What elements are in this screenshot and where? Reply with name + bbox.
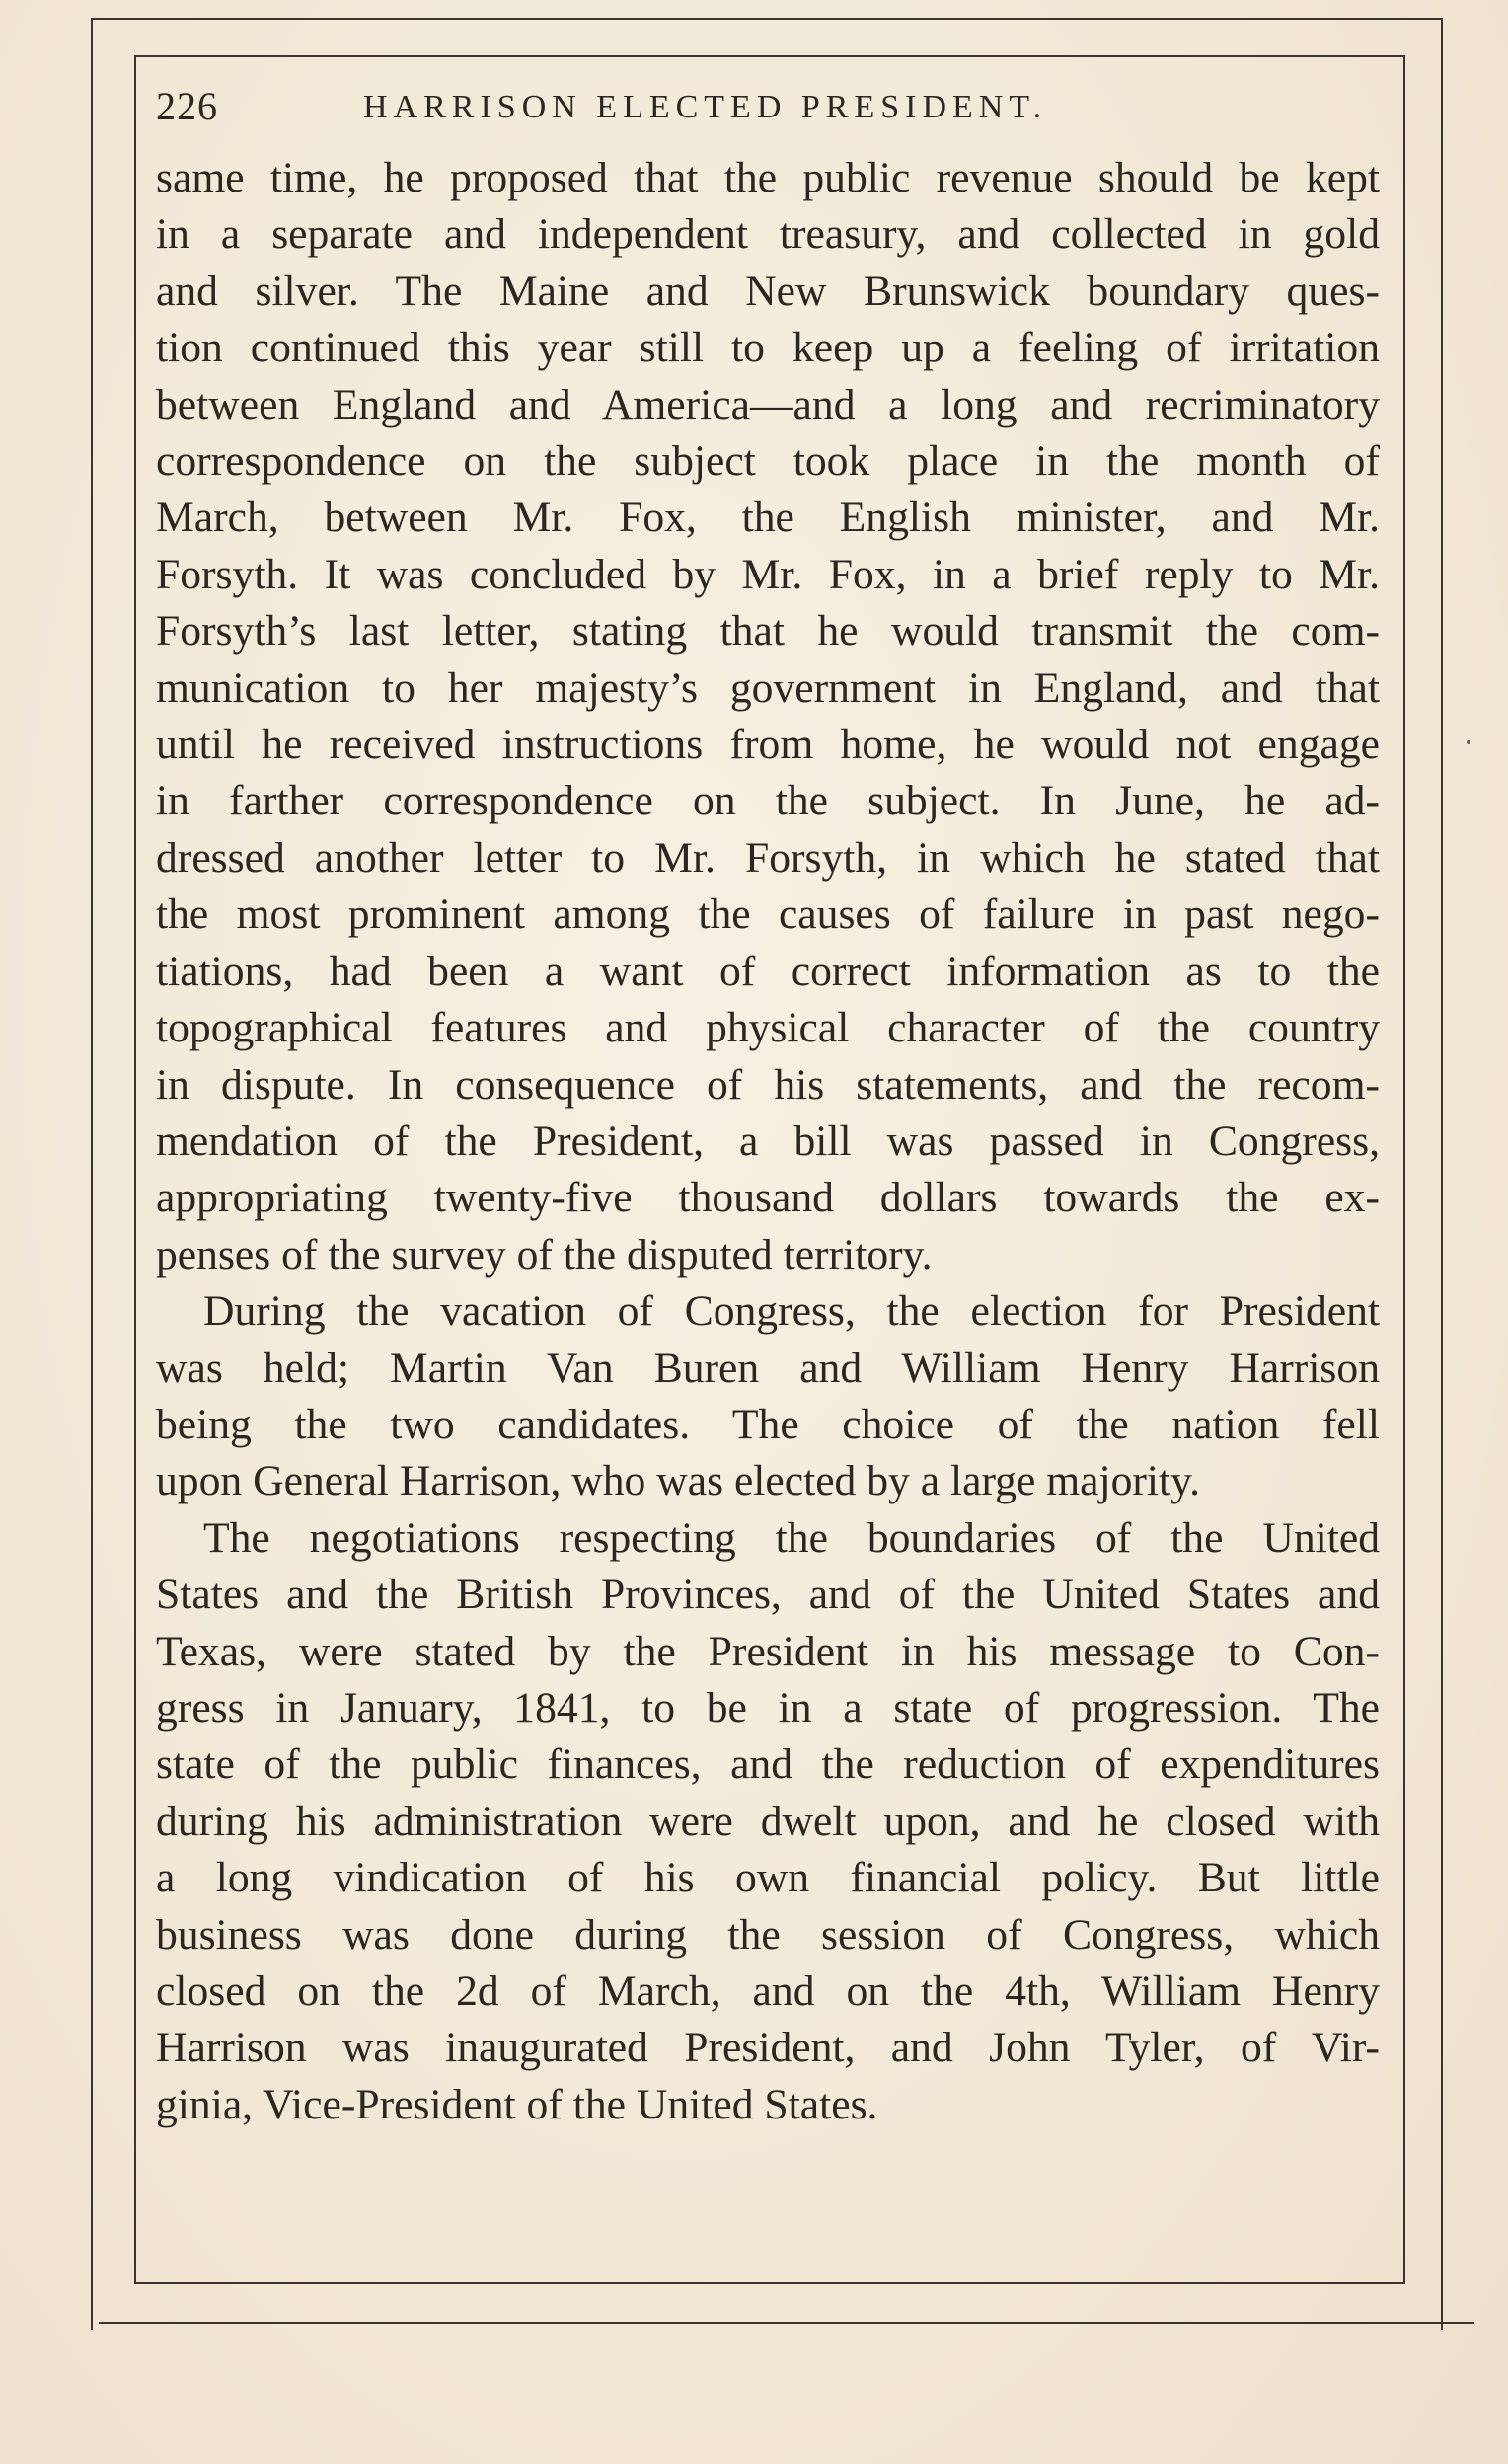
text-line: dressed another letter to Mr. Forsyth, in which he stated that [156, 833, 1380, 882]
text-line: in dispute. In consequence of his statements, and the recom- [156, 1060, 1380, 1109]
text-line: during his administration were dwelt upon, and he closed with [156, 1797, 1380, 1845]
text-line: between England and America—and a long and recriminatory [156, 380, 1380, 428]
body-text [156, 150, 1380, 2133]
text-line: tion continued this year still to keep up a feeling of irritation [156, 324, 1380, 372]
text-line: business was done during the session of Congress, which [156, 1910, 1380, 1959]
text-line: appropriating twenty-five thousand dollars towards the ex- [156, 1174, 1380, 1222]
text-line: Texas, were stated by the President in his message to Con- [156, 1627, 1380, 1675]
margin-speck [1467, 740, 1470, 744]
text-line: the most prominent among the causes of failure in past nego- [156, 890, 1380, 939]
text-line: tiations, had been a want of correct information as to the [156, 947, 1380, 995]
text-line: Harrison was inaugurated President, and John Tyler, of Vir- [156, 2024, 1380, 2072]
text-line: gress in January, 1841, to be in a state of progression. The [156, 1683, 1380, 1732]
text-line: and silver. The Maine and New Brunswick boundary ques- [156, 267, 1380, 315]
text-line: March, between Mr. Fox, the English minister, and Mr. [156, 494, 1380, 542]
text-line: being the two candidates. The choice of the nation fell [156, 1400, 1380, 1448]
text-line: munication to her majesty’s government in England, and that [156, 663, 1380, 712]
text-line: The negotiations respecting the boundaries of the United [203, 1513, 1380, 1562]
text-line: in farther correspondence on the subject. In June, he ad- [156, 777, 1380, 825]
page-header [156, 83, 1380, 138]
text-line: until he received instructions from home, he would not engage [156, 721, 1380, 769]
text-line: ginia, Vice-President of the United States. [156, 2080, 878, 2128]
text-line: upon General Harrison, who was elected by a large majority. [156, 1457, 1200, 1505]
text-line: penses of the survey of the disputed territory. [156, 1230, 933, 1278]
page-number: 226 [156, 84, 218, 128]
text-line: state of the public finances, and the reduction of expenditures [156, 1740, 1380, 1789]
outer-bottom-rule [99, 2322, 1474, 2324]
running-title: HARRISON ELECTED PRESIDENT. [363, 89, 1048, 125]
text-line: correspondence on the subject took place in the month of [156, 437, 1380, 486]
text-line: same time, he proposed that the public revenue should be kept [156, 154, 1380, 201]
text-line: Forsyth’s last letter, stating that he would transmit the com- [156, 607, 1380, 655]
text-line: During the vacation of Congress, the election for President [203, 1287, 1380, 1336]
text-line: a long vindication of his own financial policy. But little [156, 1854, 1380, 1902]
text-line: closed on the 2d of March, and on the 4th, William Henry [156, 1967, 1380, 2015]
text-line: in a separate and independent treasury, and collected in gold [156, 210, 1380, 259]
text-line: was held; Martin Van Buren and William Henry Harrison [156, 1344, 1380, 1392]
text-line: States and the British Provinces, and of the United States and [156, 1571, 1380, 1619]
text-line: Forsyth. It was concluded by Mr. Fox, in a brief reply to Mr. [156, 550, 1380, 598]
text-line: mendation of the President, a bill was passed in Congress, [156, 1116, 1380, 1165]
text-line: topographical features and physical character of the country [156, 1004, 1380, 1052]
